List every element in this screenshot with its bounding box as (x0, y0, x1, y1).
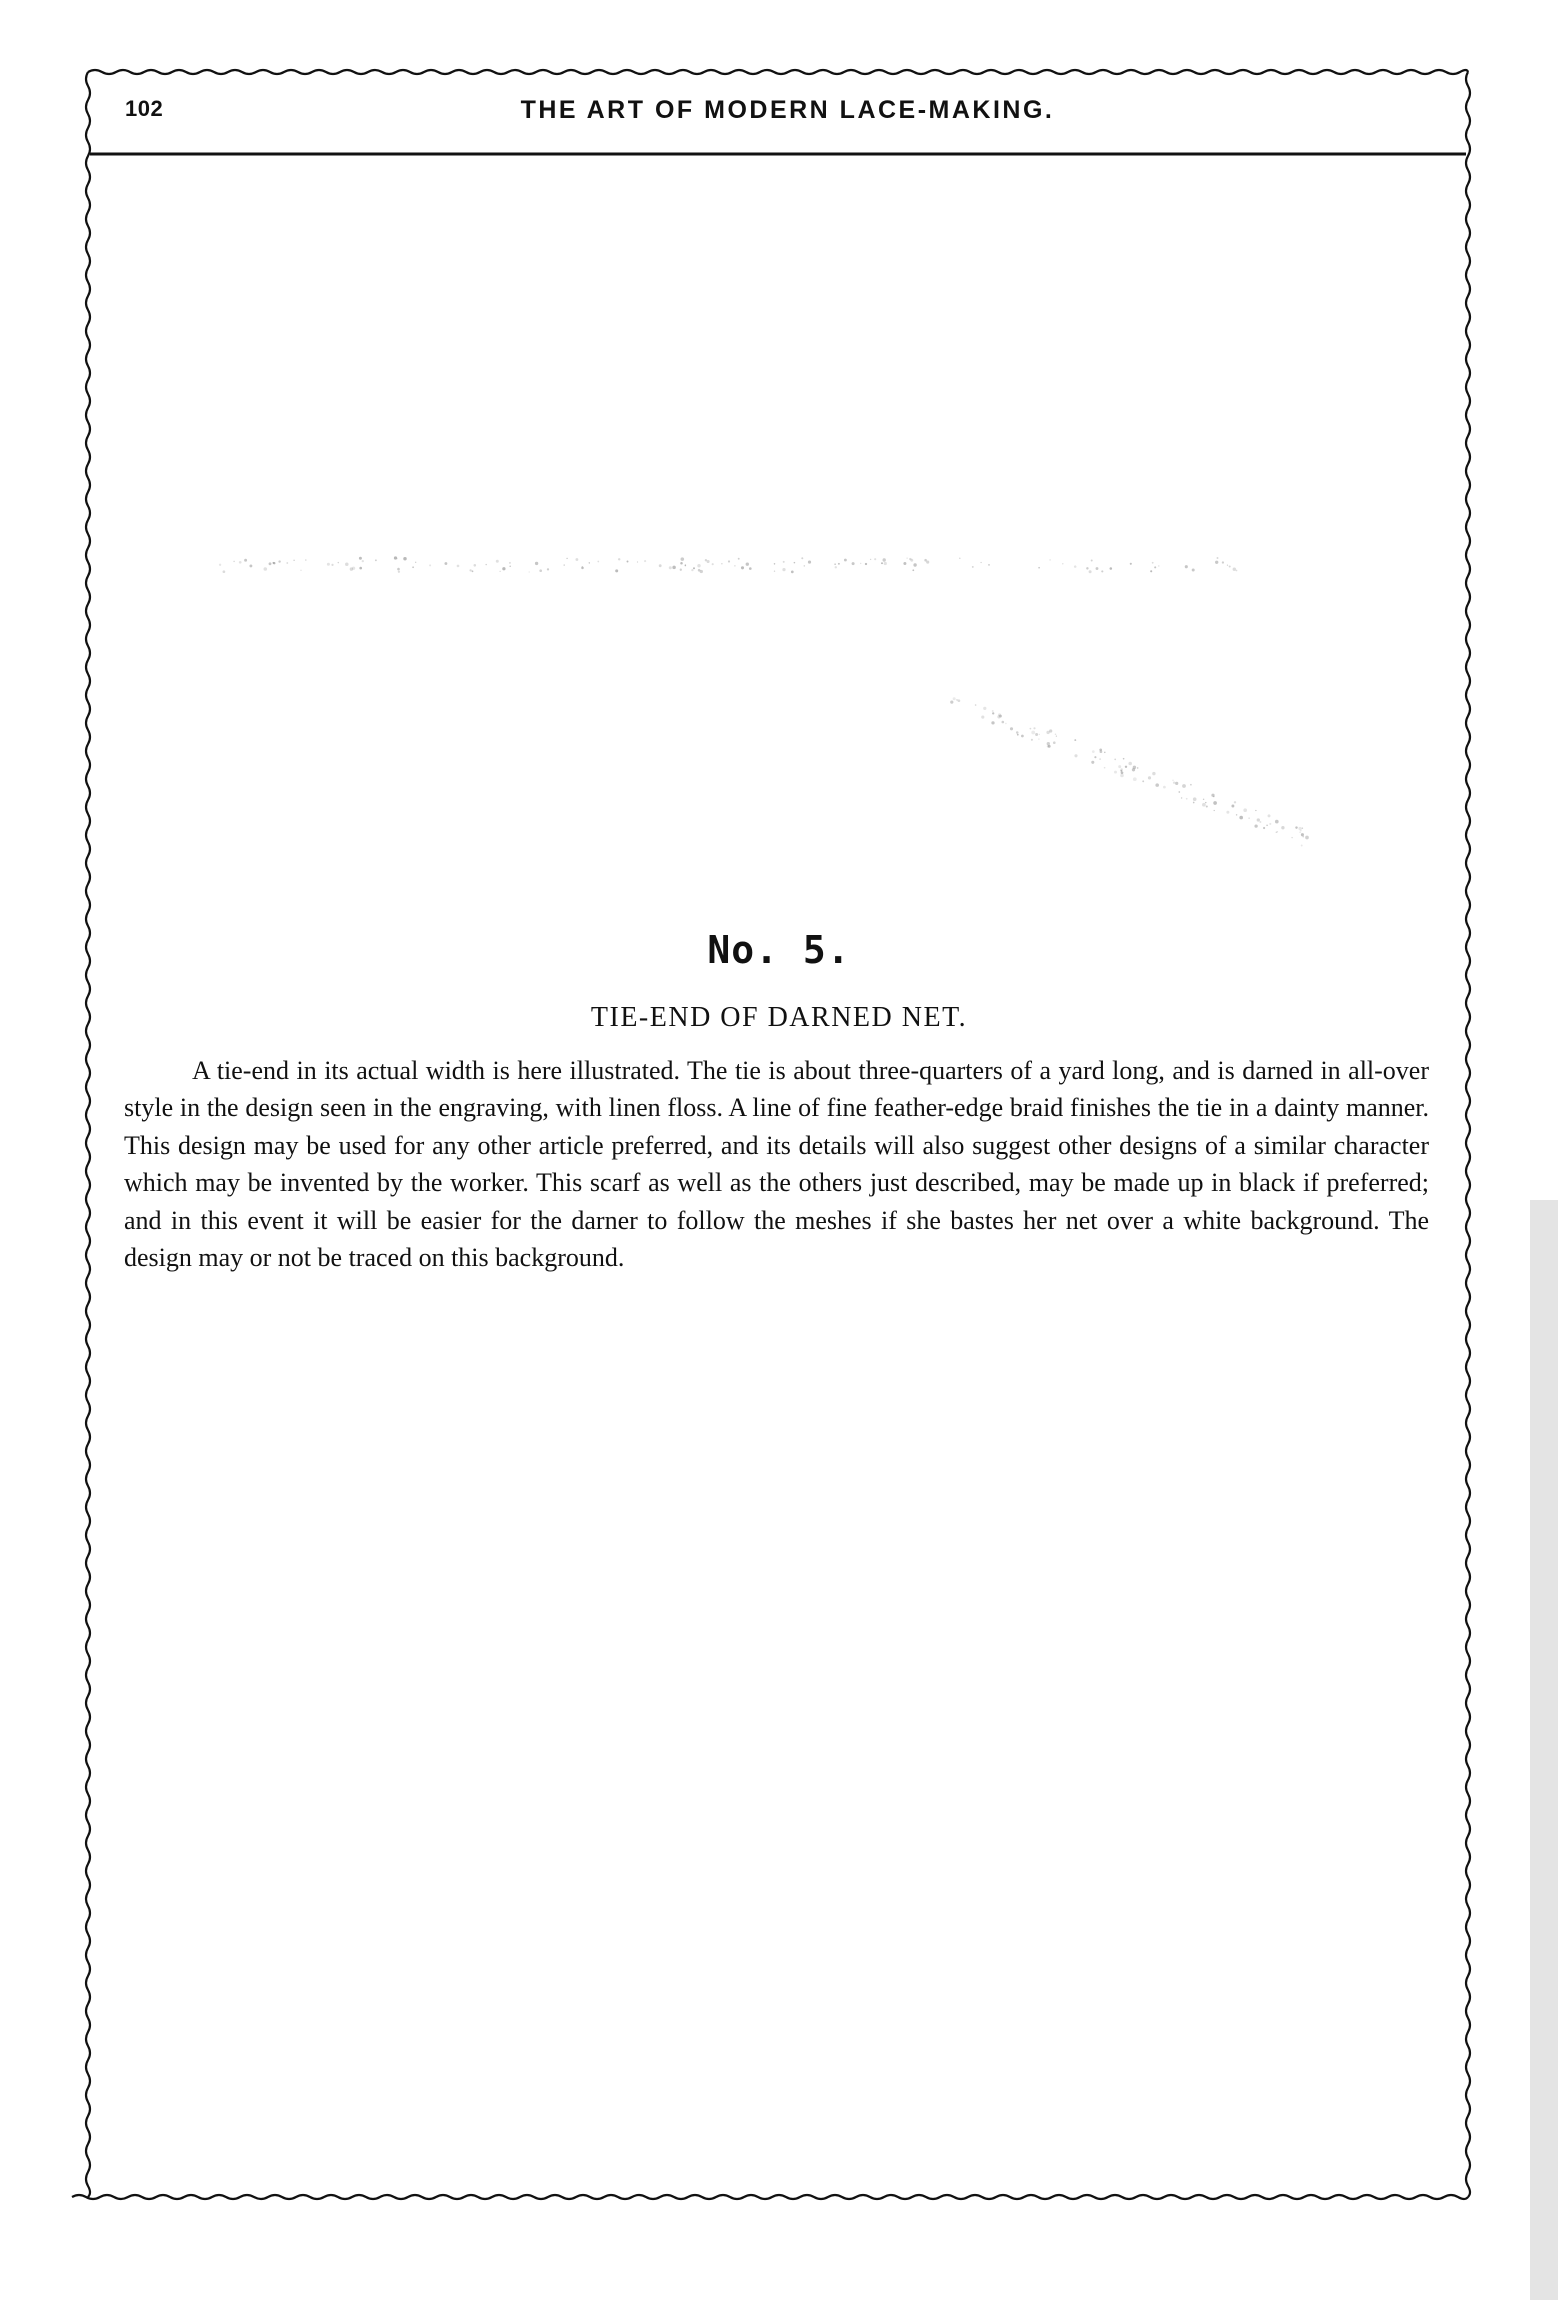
page-number: 102 (125, 96, 164, 121)
body-paragraph: A tie-end in its actual width is here illustrated. The tie is about three-quarters of a yard long, and is darned in all-over style in the design seen in the engraving, with linen floss. A line of fine feather-edge braid finishes the tie in a dainty manner. This design may be used for any other article preferred, and its details will also suggest other designs of a similar character which may be invented by the worker. This scarf as well as the others just described, may be made up in black if preferred; and in this event it will be easier for the darner to follow the meshes if she bastes her net over a white background. The design may or not be traced on this background. (124, 1056, 1429, 1273)
figure-caption: TIE-END OF DARNED NET. (590, 1002, 968, 1033)
border-left (86, 72, 90, 2197)
page-header (125, 96, 1450, 136)
figure-number: No. 5. (707, 928, 851, 972)
running-head: THE ART OF MODERN LACE-MAKING. (520, 96, 1055, 124)
border-right (1466, 72, 1470, 2197)
border-top (88, 70, 1468, 74)
border-bottom (72, 2195, 1468, 2199)
